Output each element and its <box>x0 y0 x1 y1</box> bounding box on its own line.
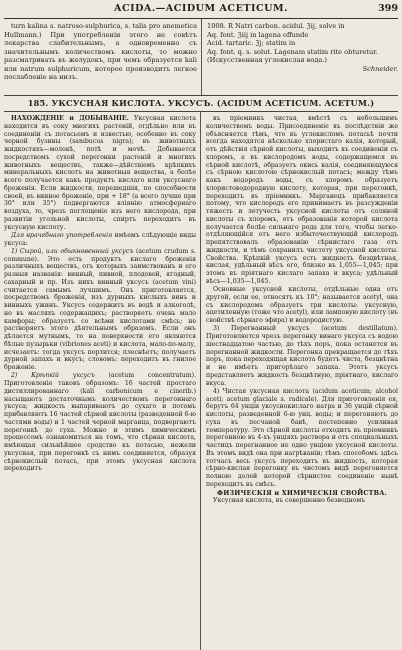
prescription-line: 1008. R Natri carbon. acidul. ℨij, solve in <box>207 22 345 30</box>
page-number: 399 <box>377 3 398 14</box>
paragraph-text: (acetum concentratum). Приготовленіе таковъ образомъ: 16 частей простаго дистиллированнаго (kali carbonicum e cinerib.) насыщаютъ достаточнымъ количествомъ перегоннаго уксуса; жидкость выпариваютъ до сухаго и потомъ прибавляютъ 16 частей сѣрной кислоты (разведенной 6-ю частями воды) и 1 частей черной марганца, подвергаютъ перегонкѣ до суха. Можно и этимъ химическимъ процессомъ ознакомиться на томъ, что сѣрная кислота, имѣющая сильнѣйшее сродство къ потасью, нежели уксусная, при перегонкѣ съ нимъ соединяется, образуя сѣрнокислый потасъ, при этомъ уксусная кислота переходитъ <box>4 372 196 473</box>
inline-heading: 2) Крѣпкій уксусъ <box>11 372 95 380</box>
inline-heading: Для врачебнаго употребленія <box>11 231 113 239</box>
inline-heading: 1) Cырой, или обыкновенный уксусъ <box>11 247 134 255</box>
right-column <box>201 112 398 650</box>
paragraph: Основные уксусной кислоты, отдѣльные одна отъ другой, если ее, относятъ къ 10°; называется acetyl, она съ кислородомъ образуетъ три кислоты: уксусную, ацетиленную (тоже что acetyl), или ламповую кислоту (въ свойствѣ сѣрнаго эфира) и водородистую. <box>206 286 398 324</box>
subheading: НАХОЖДЕНІЕ и ДОБЫВАНІЕ. <box>11 115 129 122</box>
left-column <box>4 112 201 650</box>
main-columns <box>4 112 398 650</box>
paragraph <box>4 248 196 372</box>
running-title: ACIDA.—ACIDUM ACETICUM. <box>114 3 288 14</box>
paragraph <box>4 232 196 248</box>
prescription-line: Acid. tartaric. ℨj; statim in <box>207 39 296 47</box>
paragraph-text: Уксусная кислота находится въ соку многихъ растеній, отдѣльно или въ соединеніи съ потасьемъ и известью, особенно въ соку черной бузины (sambucus nigra); въ животныхъ жидкостяхъ—молокѣ, потѣ и мочѣ. Добывается посредствомъ сухой перегонки растеній и многихъ животныхъ веществъ, также—дѣйствіемъ крѣпкихъ минеральныхъ кислотъ на животныя вещества, а болѣе всего получается какъ продуктъ кислаго или уксуснаго броженія. Если жидкости, перешедшія, по способности своей, въ винное броженіе, при + 18° (а всего лучше при 30° или 35°) подвергаются вліянію атмосфернаго воздуха, то, чрезъ поглощеніе изъ него кислорода, при развитіи угольной кислоты, спиртъ переходитъ въ уксусную кислоту. <box>4 115 196 231</box>
subsection-heading: ФИЗИЧЕСКІЯ и ХИМИЧЕСКІЯ СВОЙСТВА. <box>216 488 388 497</box>
paragraph: Уксусная кислота, въ совершенно безводномъ <box>213 497 366 505</box>
paragraph: 3) Перегнанный уксусъ (acetum destillatum). Приготовляется чрезъ перегонку винаго уксуса съ водою шестнадцатою частью, до тѣхъ поръ, пока останется въ перегнанной жидкости. Перегонка прекращается до тѣхъ поръ, пока переходящая кислота будетъ чиста, безцвѣтна и не имѣетъ пригорѣлаго запаха. Этотъ уксусъ представляетъ жидкость безцвѣтную, пріятнаго, кислаго вкуса. <box>206 325 398 387</box>
paragraph: 4) Чистая уксусная кислота (acidum aceticum; alcohol aceti; acetum glaciale s. radicale). Для приготовленія ея, берутъ 64 унціи уксуснокислаго натра и 36 унцій сѣрной кислоты, разведенной 6-ю унц. воды; и перегоняютъ до суха въ песчаной банѣ, постепенно усиливая температуру. Это сѣрной кислоты отходитъ въ пріемникъ перегонною въ 4-хъ унціяхъ раствора и отъ специальныхъ частицъ перегнанное не одно унціею уксусной кислоты. Въ этомъ видѣ она при нагрѣваніи; тѣмъ способомъ здѣсь тотчасъ весь уксусъ переходитъ въ жидкость, которая сѣрно-кислая перегонку въ чистомъ видѣ перегоняется полною долей которой сѣрнистое соединеніе нынѣ переходитъ въ смѣсь. <box>206 387 398 488</box>
prescription-line: Aq. font. q. s. solut. Lagenam statim rite obturetur. (Искусственная углекислая вода.) <box>207 47 378 64</box>
paragraph-text: (acetum crudum s. commune). Это есть продуктъ кислаго броженія различныхъ веществъ, отъ которыхъ заимствованъ и его разныя названія: винный, пивной, плодовой, ягодный, сахарный и пр. Изъ нихъ винный уксусъ (acetum vini) считается самымъ лучшимъ. Онъ приготовляется, посредствомъ броженія, изъ дурныхъ кислыхъ винъ и винныхъ ужинъ. Уксусъ содержитъ въ водѣ и алкоголѣ, но въ масляхъ содержащихъ; растворяетъ очень мало камфоры; образуетъ со всѣми кислотами смѣсь; не растворяетъ этого дѣятельнымъ образомъ. Если онъ дѣлается мутнымъ, то на поверхности его являются бѣлые пузырьки (vibriones aceti) и кислота, мало-по-малу, исчезаетъ: тогда уксусъ портится; плеснѣетъ; получаетъ дурной запахъ и вкусъ; словомъ: переходитъ въ гнилое броженіе. <box>4 247 197 371</box>
page <box>4 0 398 650</box>
paragraph: turn kalina s. natroso-sulphurica, s. talis pro anemetica Hullmann.) При употребленіи этого не совѣтъ лекарства слабительнымъ, а одновременно съ значительнымъ количествомъ кислоты, то можно разсматривать въ желудокъ, при чемъ образуется kali или natrum sulphuricum, которое производитъ легкое послабленіе на низъ. <box>4 22 197 81</box>
paragraph <box>4 115 196 231</box>
top-left-column <box>4 19 202 95</box>
prescription-line: Aq. font. ℨiij in lagena offunde <box>207 30 309 39</box>
paragraph <box>4 372 196 473</box>
prescription-author: Schneider. <box>362 64 398 73</box>
section-title: 185. УКСУСНАЯ КИСЛОТА. УКСУСЪ. (ACIDUM ACETICUM. ACETUM.) <box>4 96 398 112</box>
prescription-block <box>202 19 398 95</box>
page-header <box>4 0 398 19</box>
paragraph: въ пріемникъ чистая, вмѣстѣ съ небольшимъ количествомъ воды. Присоединеніе въ послѣдствіи же объясняется тѣмъ, что въ углекисломъ потасьѣ почти всегда находятся нѣсколько хлористаго калія, который, отъ дѣйствія сѣрной кислоты, выходитъ въ соединеніи съ хлоромъ, а въ кислородомъ воды, содержащемся въ сѣрной кислотѣ, образуетъ окись калія, соединяющуюся съ сѣрною кислотою сѣрнокислый потасъ; между тѣмъ какъ водородъ воды, съ хлоромъ образуетъ хлористоводородную кислоту, которая, при перегонкѣ, переходитъ въ пріемникъ. Марганецъ прибавляется потому, что кислородъ его принимаетъ въ разсужденіи тяжесть и летучесть уксусной кислоты отъ соляной кислоты съ хлоромъ, отъ образованія которой кислота получается болѣе сильнаго рода для того, чтобы легко-отдѣляющійся отъ него избыточествующій кислородъ препятствовалъ образованію сѣрнистаго газа отъ жидкости, и тѣмъ сохранилъ чистоту уксусной кислоты. Свойства. Крѣпкій уксусъ есть жидкость безцвѣтная, кислая, удѣльный вѣсъ его, близко въ 1,055—1,045; при этомъ въ пріятнаго кислаго запаха и вкуса; удѣльный вѣсъ—1,035—1,045. <box>206 115 398 285</box>
paragraph-text: имѣемъ слѣдующіе виды уксуса: <box>4 231 197 247</box>
top-section <box>4 19 398 96</box>
